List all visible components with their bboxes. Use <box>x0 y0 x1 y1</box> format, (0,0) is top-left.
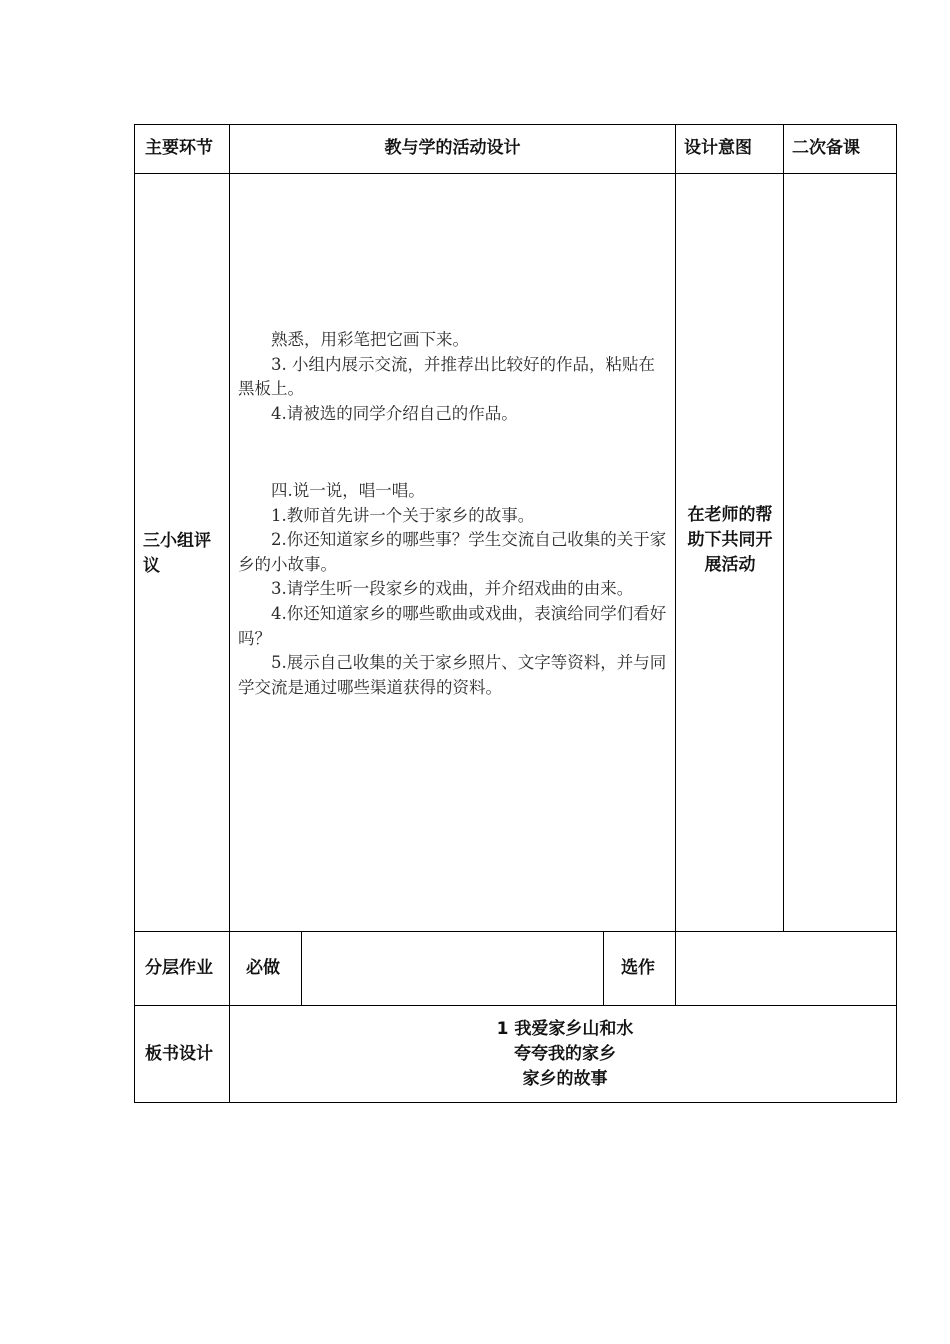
header-design: 教与学的活动设计 <box>384 138 521 158</box>
board-label: 板书设计 <box>145 1044 213 1064</box>
section-intent: 在老师的帮助下共同开展活动 <box>687 505 773 575</box>
board-line: 1 我爱家乡山和水 <box>496 1019 634 1039</box>
paragraph: 3.请学生听一段家乡的戏曲，并介绍戏曲的由来。 <box>271 579 634 599</box>
header-second-prep: 二次备课 <box>792 138 860 158</box>
paragraph: 熟悉，用彩笔把它画下来。 <box>271 330 469 349</box>
header-stage: 主要环节 <box>145 138 213 158</box>
col-divider-1 <box>229 124 230 1103</box>
board-line: 夸夸我的家乡 <box>514 1044 616 1064</box>
col-divider-2 <box>675 124 676 1006</box>
homework-label: 分层作业 <box>145 958 213 978</box>
paragraph: 1.教师首先讲一个关于家乡的故事。 <box>271 505 535 525</box>
paragraph: 5.展示自己收集的关于家乡照片、文字等资料，并与同学交流是通过哪些渠道获得的资料。 <box>238 653 667 697</box>
homework-optional-label: 选作 <box>621 958 655 978</box>
header-intent: 设计意图 <box>684 138 752 158</box>
board-line: 家乡的故事 <box>522 1069 608 1089</box>
paragraph: 2.你还知道家乡的哪些事？学生交流自己收集的关于家乡的小故事。 <box>238 530 667 574</box>
homework-divider-a <box>301 931 302 1006</box>
paragraph: 4.请被选的同学介绍自己的作品。 <box>271 403 518 423</box>
section-stage: 三小组评议 <box>143 531 211 576</box>
table-border-bottom <box>134 1102 897 1103</box>
paragraph: 4.你还知道家乡的哪些歌曲或戏曲，表演给同学们看好吗？ <box>238 603 667 648</box>
board-content <box>420 1017 710 1092</box>
col-divider-3 <box>783 124 784 932</box>
paragraph: 3. 小组内展示交流，并推荐出比较好的作品，粘贴在黑板上。 <box>238 354 655 399</box>
homework-divider-b <box>603 931 604 1006</box>
table-border-left <box>134 124 135 1103</box>
homework-required-label: 必做 <box>246 958 280 978</box>
homework-divider <box>134 1005 897 1006</box>
paragraph: 四.说一说，唱一唱。 <box>271 480 425 500</box>
table-border-right <box>896 124 897 1103</box>
activity-design-text <box>238 328 670 700</box>
